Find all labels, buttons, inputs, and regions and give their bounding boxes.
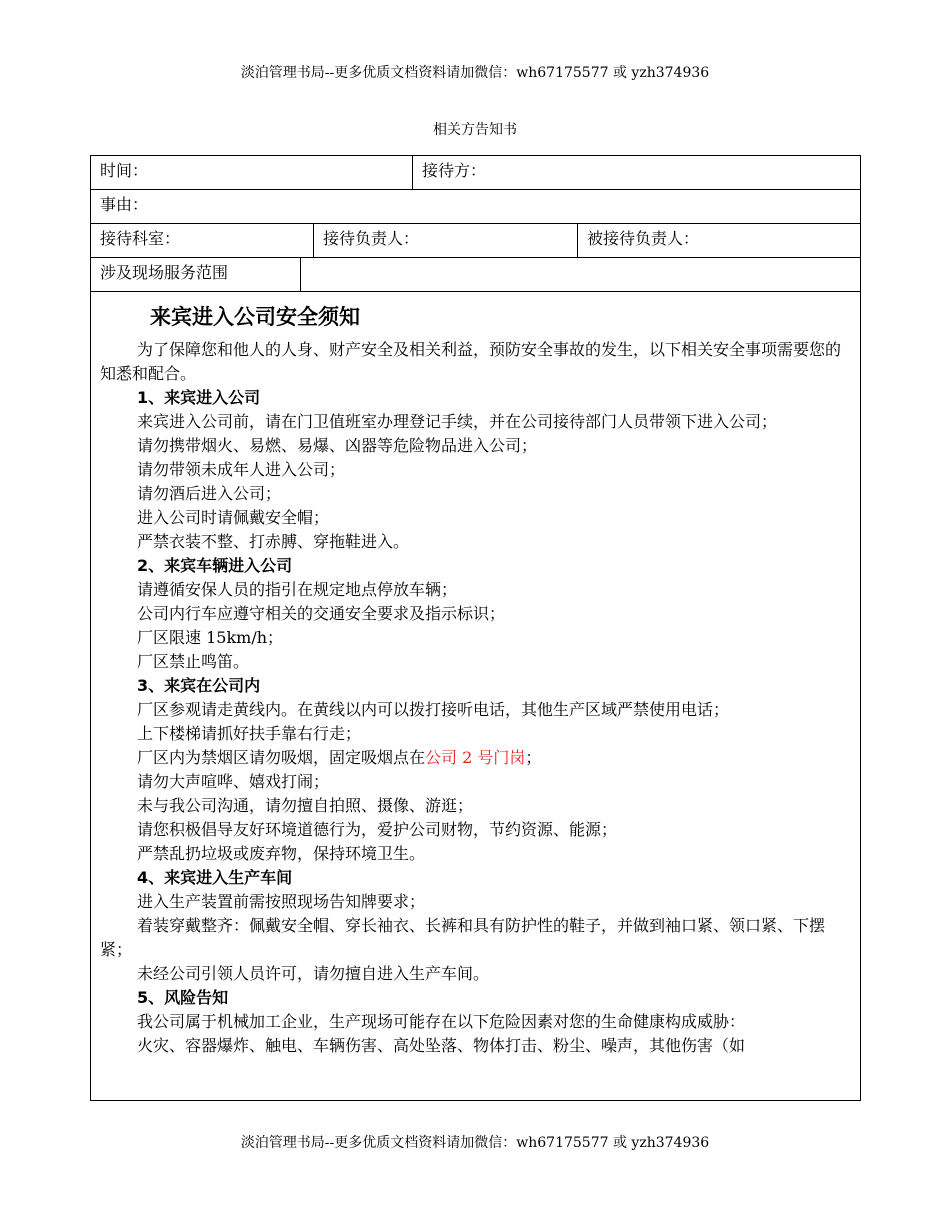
page-footer: 淡泊管理书局--更多优质文档资料请加微信：wh67175577 或 yzh374936 [240,1135,710,1151]
page-header: 淡泊管理书局--更多优质文档资料请加微信：wh67175577 或 yzh374936 [240,65,710,81]
host-person-field[interactable] [314,224,578,258]
reception-dept-field[interactable] [91,224,314,258]
list-item: 厂区限速 15km/h； [137,628,284,647]
time-label: 时间： [100,161,149,180]
list-item: 着装穿戴整齐：佩戴安全帽、穿长袖衣、长裤和具有防护性的鞋子，并做到袖口紧、领口紧、下摆紧； [100,916,826,959]
guest-person-label: 被接待负责人： [587,229,700,248]
host-field[interactable] [413,156,861,190]
section-5-title: 5、风险告知 [137,988,229,1007]
host-person-label: 接待负责人： [323,229,420,248]
notice-title: 来宾进入公司安全须知 [150,305,360,329]
list-item: 未经公司引领人员许可，请勿擅自进入生产车间。 [137,964,490,983]
matter-field[interactable] [91,190,861,224]
list-item: 公司内行车应遵守相关的交通安全要求及指示标识； [137,604,506,623]
list-item: 厂区参观请走黄线内。在黄线以内可以拨打接听电话，其他生产区域严禁使用电话； [137,700,730,719]
section-2-title: 2、来宾车辆进入公司 [137,556,293,575]
time-field[interactable] [91,156,413,190]
list-item: 请您积极倡导友好环境道德行为，爱护公司财物，节约资源、能源； [137,820,618,839]
scope-label-cell [91,258,301,292]
smoking-rule-prefix: 厂区内为禁烟区请勿吸烟，固定吸烟点在 [137,748,426,767]
list-item: 厂区禁止鸣笛。 [137,652,250,671]
list-item: 请勿酒后进入公司； [137,484,282,503]
list-item: 请勿大声喧哗、嬉戏打闹； [137,772,330,791]
scope-label: 涉及现场服务范围 [100,263,229,282]
notice-intro: 为了保障您和他人的人身、财产安全及相关利益，预防安全事故的发生，以下相关安全事项需要您的知悉和配合。 [100,340,842,383]
list-item: 严禁乱扔垃圾或废弃物，保持环境卫生。 [137,844,426,863]
list-item: 我公司属于机械加工企业，生产现场可能存在以下危险因素对您的生命健康构成威胁： [137,1012,746,1031]
matter-label: 事由： [100,195,149,214]
section-1-title: 1、来宾进入公司 [137,388,261,407]
list-item: 未与我公司沟通，请勿擅自拍照、摄像、游逛； [137,796,474,815]
section-3-title: 3、来宾在公司内 [137,676,261,695]
smoking-rule [100,746,851,770]
list-item: 上下楼梯请抓好扶手靠右行走； [137,724,362,743]
list-item: 请勿带领未成年人进入公司； [137,460,346,479]
list-item: 请勿携带烟火、易燃、易爆、凶器等危险物品进入公司； [137,436,538,455]
section-4-title: 4、来宾进入生产车间 [137,868,293,887]
list-item: 请遵循安保人员的指引在规定地点停放车辆； [137,580,458,599]
list-item: 火灾、容器爆炸、触电、车辆伤害、高处坠落、物体打击、粉尘、噪声，其他伤害（如 [137,1036,746,1055]
scope-value-field[interactable] [301,258,861,292]
notice-form-table [90,155,861,1101]
list-item: 进入生产装置前需按照现场告知牌要求； [137,892,426,911]
list-item: 进入公司时请佩戴安全帽； [137,508,330,527]
smoking-point-location: 公司 2 号门岗 [425,748,526,767]
safety-notice-cell [91,292,861,1101]
document-title: 相关方告知书 [433,122,517,138]
host-label: 接待方： [422,161,487,180]
list-item: 来宾进入公司前，请在门卫值班室办理登记手续，并在公司接待部门人员带领下进入公司； [137,412,778,431]
smoking-rule-suffix: ； [525,748,542,767]
guest-person-field[interactable] [578,224,861,258]
reception-dept-label: 接待科室： [100,229,181,248]
list-item: 严禁衣装不整、打赤膊、穿拖鞋进入。 [137,532,410,551]
